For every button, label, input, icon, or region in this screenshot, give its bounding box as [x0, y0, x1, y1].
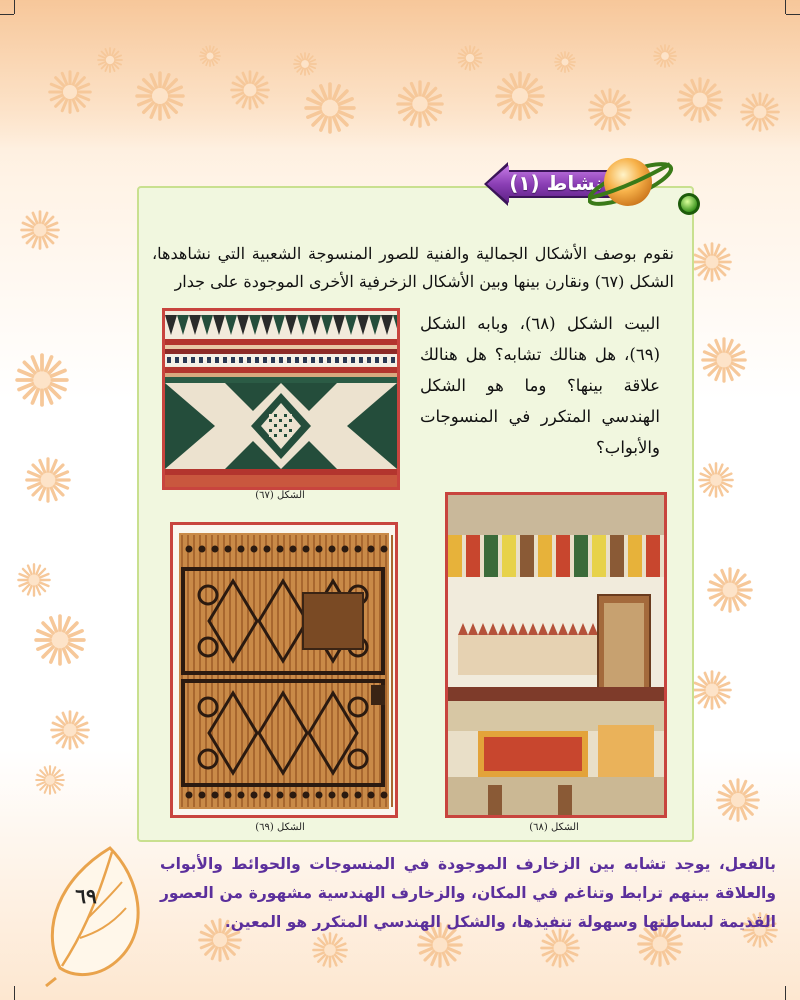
flower-ornament [692, 670, 732, 710]
flower-ornament [692, 242, 732, 282]
activity-title: نشاط (١) [509, 171, 603, 195]
flower-ornament [312, 932, 348, 968]
flower-ornament [15, 353, 69, 407]
leaf-icon [40, 838, 160, 988]
flower-ornament [396, 80, 444, 128]
planet-icon [588, 148, 708, 228]
crop-mark [14, 986, 15, 1000]
answer-paragraph: بالفعل، يوجد تشابه بين الزخارف الموجودة في المنسوجات والحوائط والأبواب والعلاقة بينهم ترابط وتناغم في المكان، والزخارف الهندسية مشهورة من العصور القديمة لبساطتها وسهولة تنفيذها، والشكل الهندسي المتكرر هو المعين. [160, 855, 776, 931]
flower-ornament [707, 567, 753, 613]
flower-ornament [34, 614, 86, 666]
flower-ornament [97, 47, 123, 73]
flower-ornament [716, 778, 760, 822]
figure-68-caption: الشكل (٦٨) [529, 822, 579, 833]
figure-68-wall-image [445, 492, 667, 818]
figure-67-textile-image [162, 308, 400, 490]
flower-ornament [698, 462, 734, 498]
flower-ornament [135, 71, 185, 121]
flower-ornament [25, 457, 71, 503]
flower-ornament [588, 88, 632, 132]
page-number: ٦٩ [75, 884, 97, 908]
flower-ornament [48, 70, 92, 114]
flower-ornament [17, 563, 51, 597]
flower-ornament [199, 45, 221, 67]
flower-ornament [50, 710, 90, 750]
flower-ornament [20, 210, 60, 250]
flower-ornament [35, 765, 65, 795]
figure-67-caption: الشكل (٦٧) [255, 490, 305, 501]
activity-intro: نقوم بوصف الأشكال الجمالية والفنية للصور المنسوجة الشعبية التي نشاهدها، الشكل (٦٧) ونقارن بينها وبين الأشكال الزخرفية الأخرى الموجودة على جدار [152, 244, 674, 291]
flower-ornament [230, 70, 270, 110]
flower-ornament [701, 337, 747, 383]
crop-mark [785, 0, 786, 14]
flower-ornament [293, 52, 317, 76]
crop-mark [786, 14, 800, 15]
flower-ornament [653, 44, 677, 68]
activity-questions: البيت الشكل (٦٨)، وبابه الشكل (٦٩)، هل هنالك تشابه؟ هل هنالك علاقة بينها؟ وما هو الشكل الهندسي المتكرر في المنسوجات والأبواب؟ [420, 314, 660, 457]
flower-ornament [457, 45, 483, 71]
crop-mark [14, 0, 15, 14]
crop-mark [785, 986, 786, 1000]
flower-ornament [677, 77, 723, 123]
figure-69-door-image [170, 522, 398, 818]
flower-ornament [554, 51, 576, 73]
crop-mark [0, 14, 14, 15]
flower-ornament [304, 82, 356, 134]
flower-ornament [495, 71, 545, 121]
flower-ornament [740, 92, 780, 132]
figure-69-caption: الشكل (٦٩) [255, 822, 305, 833]
